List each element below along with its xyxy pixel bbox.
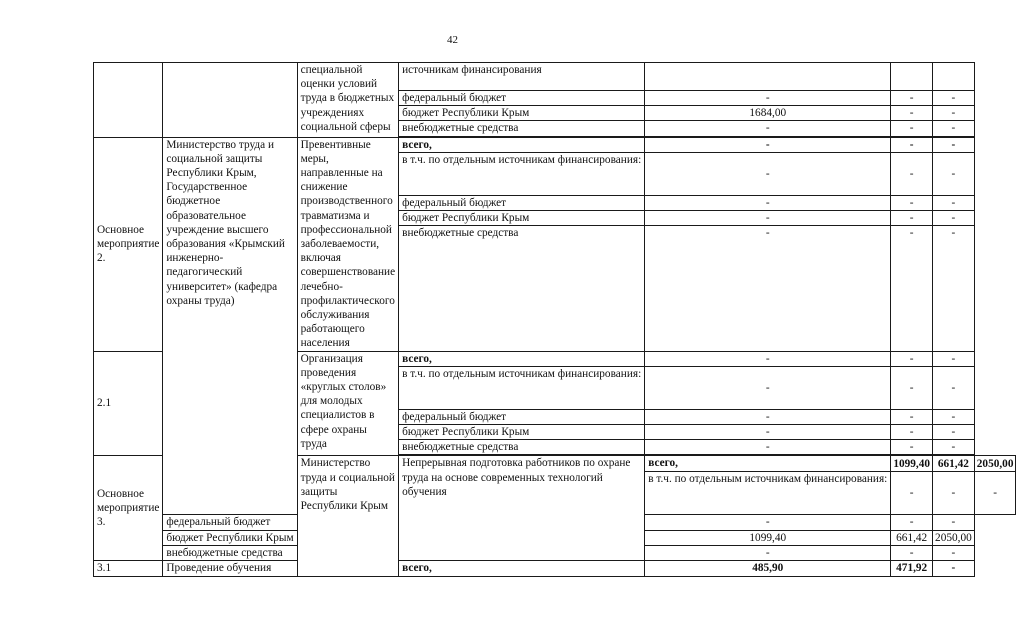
value-cell: - (891, 152, 933, 195)
event-label-cell (94, 63, 163, 138)
value-cell: - (891, 106, 933, 121)
source-label: бюджет Республики Крым (399, 106, 645, 121)
value-cell: - (645, 121, 891, 136)
value-cell: - (645, 211, 891, 226)
source-label: бюджет Республики Крым (399, 425, 645, 440)
source-label: всего, (399, 137, 645, 152)
value-cell: - (933, 472, 975, 515)
value-cell: - (933, 195, 975, 210)
value-cell: - (891, 121, 933, 136)
source-label: внебюджетные средства (399, 440, 645, 455)
value-cell: - (933, 545, 975, 560)
value-cell: - (891, 211, 933, 226)
value-cell: - (891, 440, 933, 455)
page-number: 42 (447, 34, 458, 46)
value-cell: - (891, 137, 933, 152)
value-cell: 1684,00 (645, 106, 891, 121)
financing-table (93, 62, 1016, 577)
value-cell: 2050,00 (933, 530, 975, 545)
value-cell: - (891, 425, 933, 440)
value-cell (933, 63, 975, 91)
value-cell: 1099,40 (891, 456, 933, 472)
table-row (94, 137, 1016, 152)
value-cell: - (933, 137, 975, 152)
value-cell: - (933, 366, 975, 409)
value-cell: - (933, 91, 975, 106)
source-label: внебюджетные средства (399, 226, 645, 351)
source-label: федеральный бюджет (399, 195, 645, 210)
value-cell: - (974, 472, 1016, 515)
source-label: всего, (645, 456, 891, 472)
value-cell: - (891, 366, 933, 409)
value-cell: 471,92 (891, 561, 933, 577)
event-label: 2.1 (94, 351, 163, 456)
value-cell: - (645, 91, 891, 106)
value-cell: - (891, 409, 933, 424)
value-cell: - (891, 351, 933, 366)
value-cell: - (645, 137, 891, 152)
value-cell: - (933, 152, 975, 195)
measure-cell: Непрерывная подготовка работников по охране труда на основе современных технологий обучения (399, 456, 645, 561)
source-label: федеральный бюджет (163, 515, 297, 530)
value-cell: - (891, 226, 933, 351)
executor-cell: Министерство труда и социальной защиты Республики Крым, Государственное бюджетное образовательное учреждение высшего образования «Крымский инженерно- педагогический университет» (кафедра охраны труда) (163, 137, 297, 515)
source-label: в т.ч. по отдельным источникам финансирования: (399, 152, 645, 195)
event-label: 3.1 (94, 561, 163, 577)
value-cell: - (891, 472, 933, 515)
value-cell: - (933, 425, 975, 440)
value-cell: - (933, 515, 975, 530)
value-cell: - (645, 351, 891, 366)
value-cell: - (891, 515, 933, 530)
value-cell: - (933, 409, 975, 424)
value-cell: 2050,00 (974, 456, 1016, 472)
value-cell: - (645, 515, 891, 530)
measure-cell: специальной оценки условий труда в бюджетных учреждениях социальной сферы (297, 63, 399, 138)
measure-cell: Проведение обучения (163, 561, 297, 577)
source-label: федеральный бюджет (399, 409, 645, 424)
event-label: Основное мероприятие 2. (94, 137, 163, 351)
value-cell: - (933, 121, 975, 136)
value-cell: - (645, 366, 891, 409)
value-cell: - (645, 425, 891, 440)
table-row (94, 63, 1016, 91)
source-label: федеральный бюджет (399, 91, 645, 106)
value-cell: - (933, 440, 975, 455)
source-label: в т.ч. по отдельным источникам финансирования: (645, 472, 891, 515)
executor-cell: Министерство труда и социальной защиты Республики Крым (297, 456, 399, 577)
measure-cell: Организация проведения «круглых столов» для молодых специалистов в сфере охраны труда (297, 351, 399, 456)
value-cell: - (645, 545, 891, 560)
value-cell: 485,90 (645, 561, 891, 577)
value-cell: 661,42 (933, 456, 975, 472)
value-cell: - (891, 195, 933, 210)
source-label: всего, (399, 561, 645, 577)
measure-cell: Превентивные меры, направленные на снижение производственного травматизма и профессиональной заболеваемости, включая совершенствование лечебно- профилактического обслуживания работающего населения (297, 137, 399, 351)
value-cell: - (645, 409, 891, 424)
value-cell: - (933, 106, 975, 121)
table-row (94, 561, 1016, 577)
value-cell: - (891, 91, 933, 106)
value-cell: - (645, 195, 891, 210)
value-cell: - (933, 226, 975, 351)
value-cell: - (645, 440, 891, 455)
value-cell (645, 63, 891, 91)
executor-cell (163, 63, 297, 138)
source-label: внебюджетные средства (399, 121, 645, 136)
value-cell: - (933, 351, 975, 366)
value-cell: - (645, 152, 891, 195)
value-cell: - (933, 561, 975, 577)
source-label: бюджет Республики Крым (399, 211, 645, 226)
source-label: бюджет Республики Крым (163, 530, 297, 545)
value-cell: - (891, 545, 933, 560)
source-label: всего, (399, 351, 645, 366)
source-label: в т.ч. по отдельным источникам финансирования: (399, 366, 645, 409)
source-label: источникам финансирования (399, 63, 645, 91)
value-cell: - (933, 211, 975, 226)
event-label: Основное мероприятие 3. (94, 456, 163, 561)
value-cell: - (645, 226, 891, 351)
value-cell (891, 63, 933, 91)
value-cell: 661,42 (891, 530, 933, 545)
value-cell: 1099,40 (645, 530, 891, 545)
source-label: внебюджетные средства (163, 545, 297, 560)
